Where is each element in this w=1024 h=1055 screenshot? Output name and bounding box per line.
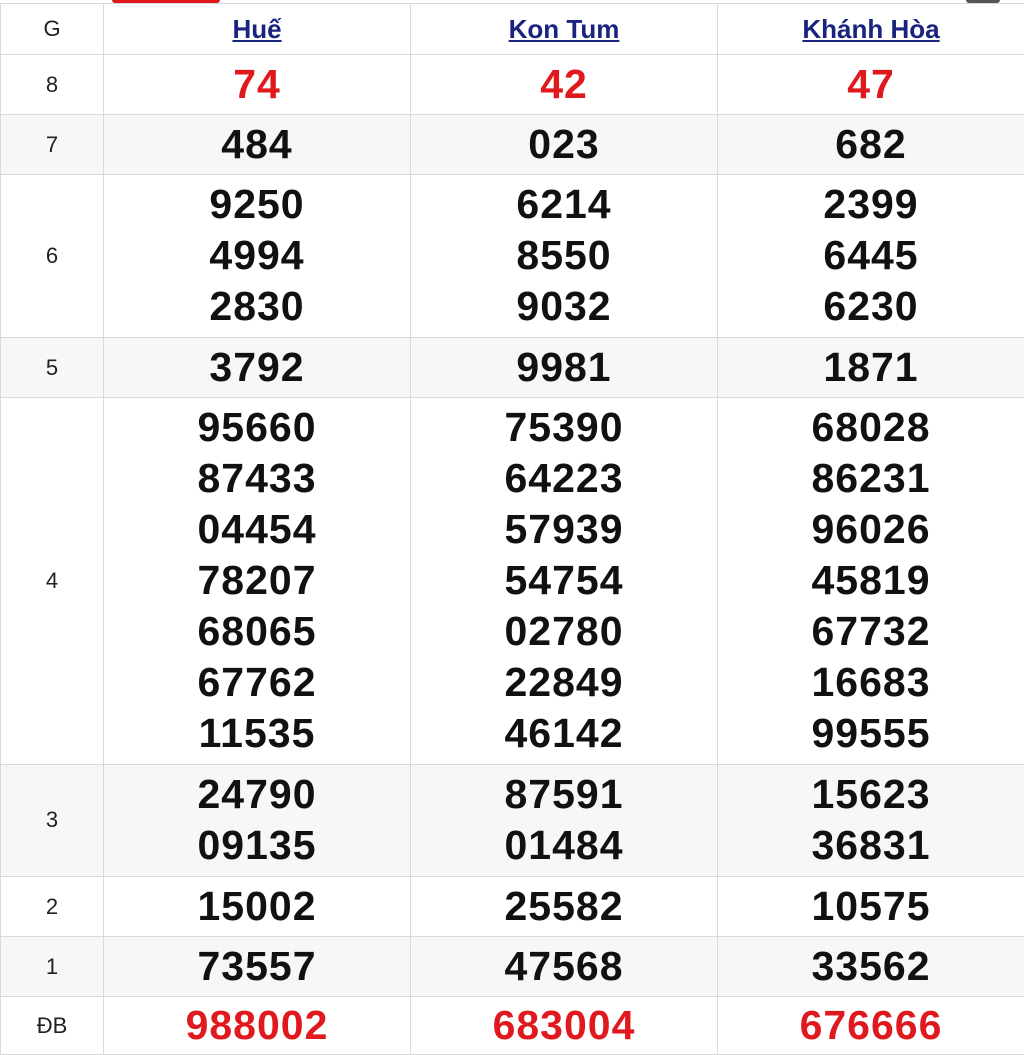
result-number: 15623	[718, 769, 1024, 820]
prize-row-7	[1, 115, 1024, 175]
result-number: 74	[104, 59, 410, 110]
result-cell	[718, 398, 1024, 765]
prize-label: ĐB	[37, 1013, 68, 1038]
result-number: 25582	[411, 881, 717, 932]
header-row	[1, 4, 1024, 55]
result-cell	[411, 997, 718, 1055]
result-number: 09135	[104, 820, 410, 871]
result-number: 02780	[411, 606, 717, 657]
result-number: 8550	[411, 230, 717, 281]
prize-row-2	[1, 877, 1024, 937]
result-number: 6230	[718, 281, 1024, 332]
result-number: 9250	[104, 179, 410, 230]
result-cell	[104, 765, 411, 877]
result-cell	[718, 175, 1024, 338]
result-number: 10575	[718, 881, 1024, 932]
special-prize-number: 988002	[104, 1000, 410, 1051]
result-number: 6214	[411, 179, 717, 230]
prize-label: 2	[46, 894, 58, 919]
prize-label-cell	[1, 398, 104, 765]
result-number: 57939	[411, 504, 717, 555]
province-header[interactable]	[718, 4, 1024, 55]
result-number: 16683	[718, 657, 1024, 708]
result-number: 47	[718, 59, 1024, 110]
prize-row-special	[1, 997, 1024, 1055]
prize-column-label: G	[43, 16, 60, 41]
special-prize-number: 676666	[718, 1000, 1024, 1051]
result-cell	[104, 937, 411, 997]
result-number: 023	[411, 119, 717, 170]
prize-label-cell	[1, 937, 104, 997]
prize-label-cell	[1, 877, 104, 937]
special-prize-number: 683004	[411, 1000, 717, 1051]
prize-column-header	[1, 4, 104, 55]
result-cell	[411, 877, 718, 937]
result-number: 9981	[411, 342, 717, 393]
prize-row-5	[1, 338, 1024, 398]
prize-label-cell	[1, 175, 104, 338]
result-cell	[411, 765, 718, 877]
result-number: 11535	[104, 708, 410, 759]
prize-label: 8	[46, 72, 58, 97]
result-cell	[104, 877, 411, 937]
result-number: 99555	[718, 708, 1024, 759]
result-number: 24790	[104, 769, 410, 820]
province-link-khanh-hoa[interactable]: Khánh Hòa	[802, 14, 939, 44]
result-number: 86231	[718, 453, 1024, 504]
result-number: 15002	[104, 881, 410, 932]
result-number: 75390	[411, 402, 717, 453]
result-number: 3792	[104, 342, 410, 393]
prize-label: 3	[46, 807, 58, 832]
prize-label: 7	[46, 132, 58, 157]
result-number: 47568	[411, 941, 717, 992]
result-number: 484	[104, 119, 410, 170]
prize-label-cell	[1, 115, 104, 175]
result-number: 9032	[411, 281, 717, 332]
result-number: 67762	[104, 657, 410, 708]
prize-row-4	[1, 398, 1024, 765]
result-cell	[411, 175, 718, 338]
result-number: 46142	[411, 708, 717, 759]
result-number: 42	[411, 59, 717, 110]
result-cell	[718, 338, 1024, 398]
province-link-hue[interactable]: Huế	[232, 14, 281, 44]
result-cell	[718, 115, 1024, 175]
prize-label: 5	[46, 355, 58, 380]
result-cell	[411, 937, 718, 997]
prize-row-8	[1, 55, 1024, 115]
result-cell	[411, 338, 718, 398]
result-number: 95660	[104, 402, 410, 453]
result-number: 87591	[411, 769, 717, 820]
result-number: 54754	[411, 555, 717, 606]
prize-label: 4	[46, 568, 58, 593]
result-number: 1871	[718, 342, 1024, 393]
result-number: 682	[718, 119, 1024, 170]
province-link-kon-tum[interactable]: Kon Tum	[509, 14, 620, 44]
result-number: 2830	[104, 281, 410, 332]
result-cell	[718, 937, 1024, 997]
result-number: 87433	[104, 453, 410, 504]
result-number: 36831	[718, 820, 1024, 871]
prize-label: 6	[46, 243, 58, 268]
result-cell	[718, 55, 1024, 115]
province-header[interactable]	[104, 4, 411, 55]
result-number: 6445	[718, 230, 1024, 281]
result-cell	[718, 765, 1024, 877]
result-cell	[104, 997, 411, 1055]
result-number: 68028	[718, 402, 1024, 453]
result-cell	[411, 55, 718, 115]
result-number: 78207	[104, 555, 410, 606]
result-cell	[104, 115, 411, 175]
result-number: 04454	[104, 504, 410, 555]
prize-label-cell	[1, 338, 104, 398]
result-number: 33562	[718, 941, 1024, 992]
result-number: 4994	[104, 230, 410, 281]
result-number: 45819	[718, 555, 1024, 606]
result-cell	[104, 338, 411, 398]
result-cell	[411, 115, 718, 175]
result-cell	[104, 398, 411, 765]
province-header[interactable]	[411, 4, 718, 55]
prize-label: 1	[46, 954, 58, 979]
prize-label-cell	[1, 55, 104, 115]
prize-row-6	[1, 175, 1024, 338]
prize-row-3	[1, 765, 1024, 877]
prize-label-cell	[1, 765, 104, 877]
prize-row-1	[1, 937, 1024, 997]
result-number: 96026	[718, 504, 1024, 555]
lottery-results-table	[0, 3, 1024, 1055]
result-cell	[411, 398, 718, 765]
result-number: 2399	[718, 179, 1024, 230]
result-number: 64223	[411, 453, 717, 504]
result-cell	[104, 55, 411, 115]
result-cell	[718, 877, 1024, 937]
result-number: 67732	[718, 606, 1024, 657]
result-number: 22849	[411, 657, 717, 708]
prize-label-cell	[1, 997, 104, 1055]
result-number: 01484	[411, 820, 717, 871]
result-number: 68065	[104, 606, 410, 657]
result-cell	[104, 175, 411, 338]
result-number: 73557	[104, 941, 410, 992]
result-cell	[718, 997, 1024, 1055]
